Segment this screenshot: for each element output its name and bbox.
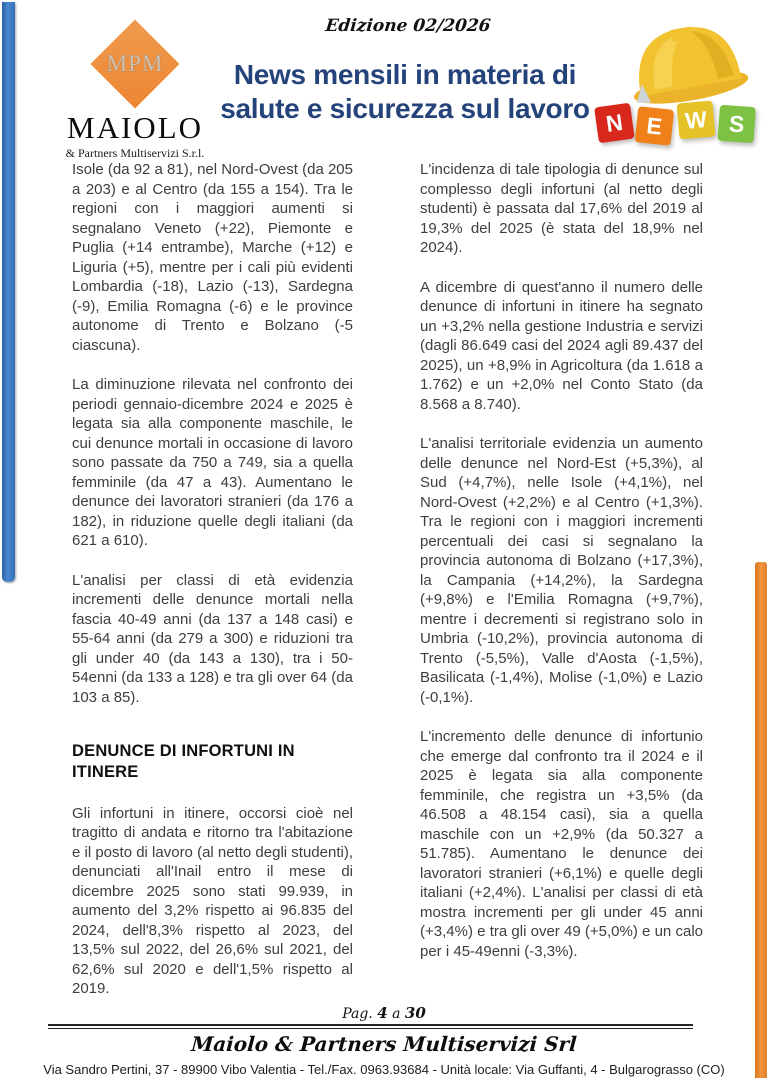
footer-divider	[48, 1024, 693, 1029]
paragraph: Gli infortuni in itinere, occorsi cioè nel tragitto di andata e ritorno tra l'abitazione e il posto di lavoro (al netto degli studenti), denunciati all'Inail entro il mese di dicembre 2025 sono stati 99.939, in aumento del 3,2% rispetto ai 96.835 del 2024, dell'8,3% rispetto al 2023, del 13,5% sul 2022, del 26,6% sul 2021, del 62,6% sul 2020 e dell'1,5% rispetto al 2019.	[72, 804, 353, 998]
footer-company-name: Maiolo & Partners Multiservizi Srl	[190, 1032, 578, 1056]
paragraph: A dicembre di quest'anno il numero delle denunce di infortuni in itinere ha segnato un +3,2% nella gestione Industria e servizi (dagli 86.649 casi del 2024 agli 89.437 del 2025), un +8,9% in Agricoltura (da 1.618 a 1.762) e un +2,0% nel Conto Stato (da 8.568 a 8.740).	[420, 278, 703, 413]
mpm-diamond-logo	[40, 18, 230, 110]
paragraph: L'incidenza di tale tipologia di denunce sul complesso degli infortuni (al netto degli studenti) è passata dal 17,6% del 2019 al 19,3% del 2025 (è stata del 18,9% nel 2024).	[420, 161, 703, 256]
edition-label: Edizione 02/2026	[324, 16, 492, 36]
page-title-line2: salute e sicurezza sul lavoro	[220, 93, 590, 124]
paragraph: Isole (da 92 a 81), nel Nord-Ovest (da 205 a 203) e al Centro (da 155 a 154). Tra le regioni con i maggiori aumenti si segnalano Veneto (+22), Piemonte e Puglia (+14 entrambe), Marche (+12) e Liguria (+5), mentre per i cali più evidenti Lombardia (-18), Lazio (-13), Sardegna (-9), Emilia Romagna (-6) e le province autonome di Trento e Bolzano (-5 ciascuna).	[72, 161, 353, 354]
right-accent-bar	[755, 562, 767, 1078]
paragraph: L'incremento delle denunce di infortunio che emerge dal confronto tra il 2024 e il 2025 è legata sia alla componente femminile, che registra un +3,5% (da 46.508 a 48.154 casi), sia a quella maschile con un +2,9% (da 50.327 a 51.785). Aumentano le denunce dei lavoratori stranieri (+6,1%) e quelle degli italiani (+2,4%). L'analisi per classi di età mostra incrementi per gli under 45 anni (+3,4%) e tra gli over 49 (+5,0%) e un calo per i 45-49enni (-3,3%).	[420, 728, 703, 960]
page-number-current: 4	[377, 1004, 388, 1022]
news-block-w: W	[676, 100, 715, 139]
paragraph: La diminuzione rilevata nel confronto dei periodi gennaio-dicembre 2024 e 2025 è legata sia alla componente maschile, le cui denunce mortali in occasione di lavoro sono passate da 750 a 749, sia a quella femminile (da 47 a 43). Aumentano le denunce dei lavoratori stranieri (da 176 a 182), in riduzione quelle degli italiani (da 621 a 610).	[72, 376, 353, 549]
logo-company-name: MAIOLO	[67, 110, 203, 145]
page-number-total: 30	[404, 1004, 426, 1022]
page-title	[205, 58, 605, 126]
paragraph: L'analisi territoriale evidenzia un aumento delle denunce nel Nord-Est (+5,3%), al Sud (+4,7%), nelle Isole (+4,1%), nel Nord-Ovest (+2,2%) e al Centro (+1,3%). Tra le regioni con i maggiori incrementi percentuali dei casi si segnalano la provincia autonoma di Bolzano (+17,3%), la Campania (+14,2%), la Sardegna (+9,8%) e l'Emilia Romagna (+9,7%), mentre i decrementi si registrano solo in Umbria (-10,2%), provincia autonoma di Trento (-5,5%), Valle d'Aosta (-1,5%), Basilicata (-1,4%), Molise (-1,0%) e Lazio (-0,1%).	[420, 435, 703, 706]
page-number	[0, 1004, 768, 1022]
news-block-e: E	[635, 106, 675, 146]
paragraph: L'analisi per classi di età evidenzia incrementi delle denunce mortali nella fascia 40-49 anni (da 137 a 148 casi) e 55-64 anni (da 279 a 300) e riduzioni tra gli under 40 (da 143 a 130), tra i 50-54enni (da 133 a 128) e tra gli over 64 (da 103 a 85).	[72, 571, 353, 706]
page-footer	[0, 1004, 768, 1077]
right-column	[420, 160, 703, 981]
news-block-n: N	[594, 103, 635, 144]
news-blocks-icon	[596, 102, 764, 138]
section-heading: DENUNCE DI INFORTUNI IN ITINERE	[72, 742, 295, 782]
left-column	[72, 160, 353, 1019]
page-number-label: Pag.	[342, 1006, 373, 1022]
company-logo	[40, 18, 230, 161]
logo-monogram: MPM	[106, 51, 164, 76]
left-accent-bar	[2, 2, 15, 582]
hard-hat-icon	[612, 10, 760, 114]
logo-subtitle: & Partners Multiservizi S.r.l.	[65, 146, 205, 160]
news-block-s: S	[718, 105, 756, 143]
page-number-sep: a	[392, 1006, 401, 1022]
page-title-line1: News mensili in materia di	[233, 59, 577, 90]
footer-address: Via Sandro Pertini, 37 - 89900 Vibo Valentia - Tel./Fax. 0963.93684 - Unità locale: Via Guffanti, 4 - Bulgarograsso (CO)	[43, 1062, 725, 1077]
